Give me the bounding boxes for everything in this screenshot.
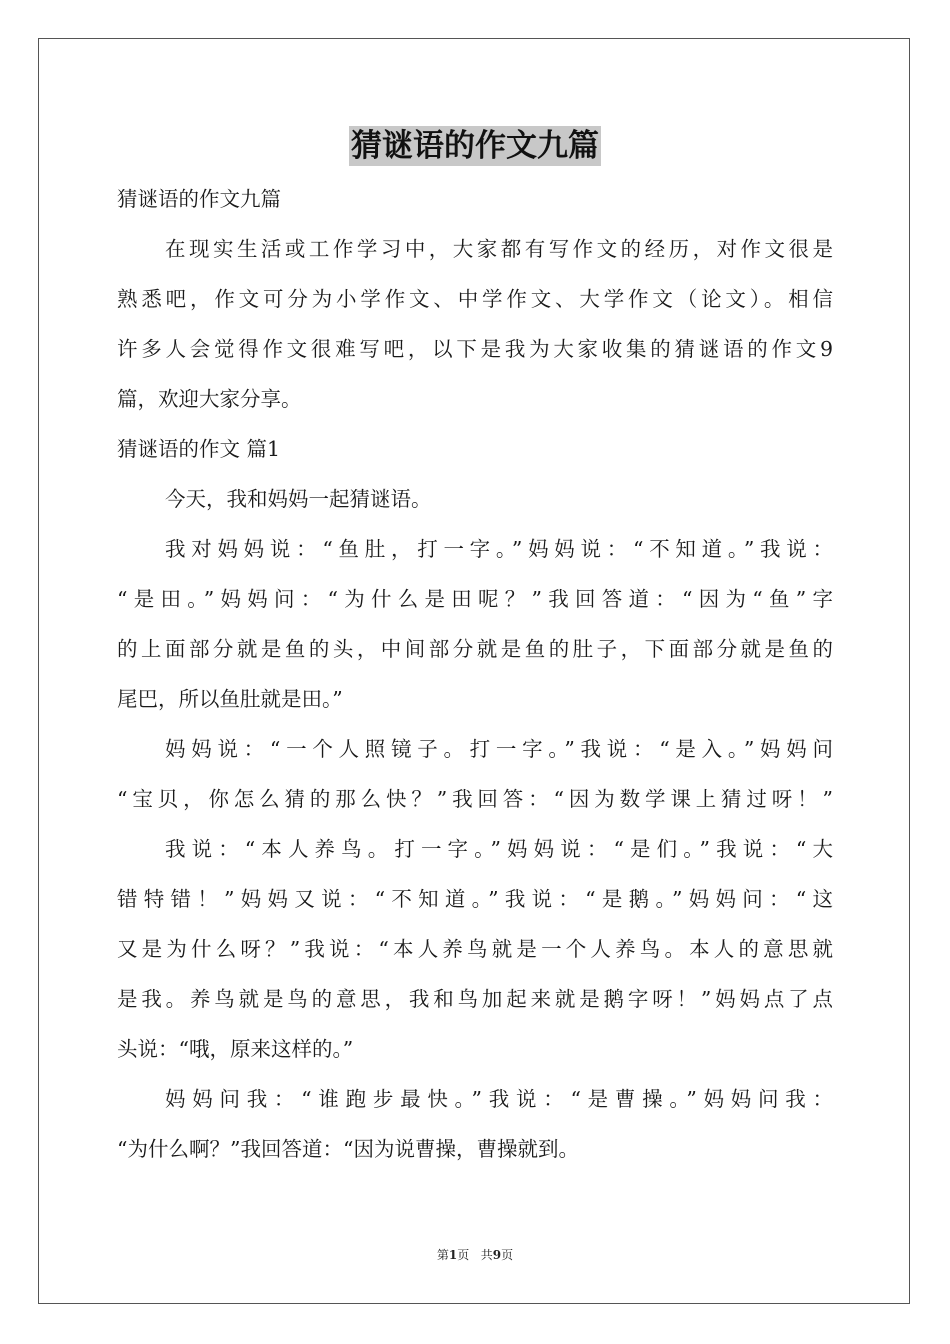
- text-line: 妈妈说：“一个人照镜子。打一字。”我说：“是入。”妈妈问: [165, 737, 833, 761]
- document-body: [117, 174, 833, 1174]
- text-line: 今天，我和妈妈一起猜谜语。: [165, 487, 432, 511]
- text-line: 头说：“哦，原来这样的。”: [117, 1037, 354, 1061]
- footer-page-current: 1: [448, 1248, 458, 1262]
- title-wrap: [0, 126, 950, 166]
- text-line: 篇，欢迎大家分享。: [117, 387, 302, 411]
- page-footer: [0, 1246, 950, 1264]
- text-line: “为什么啊？”我回答道：“因为说曹操，曹操就到。: [117, 1137, 579, 1161]
- text-line: 妈妈问我：“谁跑步最快。”我说：“是曹操。”妈妈问我：: [165, 1087, 833, 1111]
- text-line: 我说：“本人养鸟。打一字。”妈妈说：“是们。”我说：“大: [165, 837, 833, 861]
- footer-page-prefix: 第: [436, 1248, 449, 1262]
- footer-page-total: 9: [492, 1248, 502, 1262]
- text-line: 错特错！”妈妈又说：“不知道。”我说：“是鹅。”妈妈问：“这: [117, 887, 833, 911]
- document-title: 猜谜语的作文九篇: [351, 128, 599, 164]
- text-line: 在现实生活或工作学习中，大家都有写作文的经历，对作文很是: [165, 237, 833, 261]
- text-line: “宝贝，你怎么猜的那么快？”我回答：“因为数学课上猜过呀！”: [117, 787, 833, 811]
- text-line: 尾巴，所以鱼肚就是田。”: [117, 687, 343, 711]
- text-line: 猜谜语的作文 篇1: [117, 437, 281, 461]
- text-line: “是田。”妈妈问：“为什么是田呢？”我回答道：“因为“鱼”字: [117, 587, 833, 611]
- text-line: 许多人会觉得作文很难写吧，以下是我为大家收集的猜谜语的作文9: [117, 337, 833, 361]
- footer-total-unit: 页: [501, 1248, 514, 1262]
- text-line: 熟悉吧，作文可分为小学作文、中学作文、大学作文（论文）。相信: [117, 287, 833, 311]
- footer-page-unit: 页: [457, 1248, 470, 1262]
- text-line: 是我。养鸟就是鸟的意思，我和鸟加起来就是鹅字呀！”妈妈点了点: [117, 987, 833, 1011]
- footer-total-prefix: 共: [480, 1248, 493, 1262]
- text-line: 猜谜语的作文九篇: [117, 187, 281, 211]
- text-line: 的上面部分就是鱼的头，中间部分就是鱼的肚子，下面部分就是鱼的: [117, 637, 833, 661]
- text-line: 我对妈妈说：“鱼肚，打一字。”妈妈说：“不知道。”我说：: [165, 537, 833, 561]
- text-line: 又是为什么呀？”我说：“本人养鸟就是一个人养鸟。本人的意思就: [117, 937, 833, 961]
